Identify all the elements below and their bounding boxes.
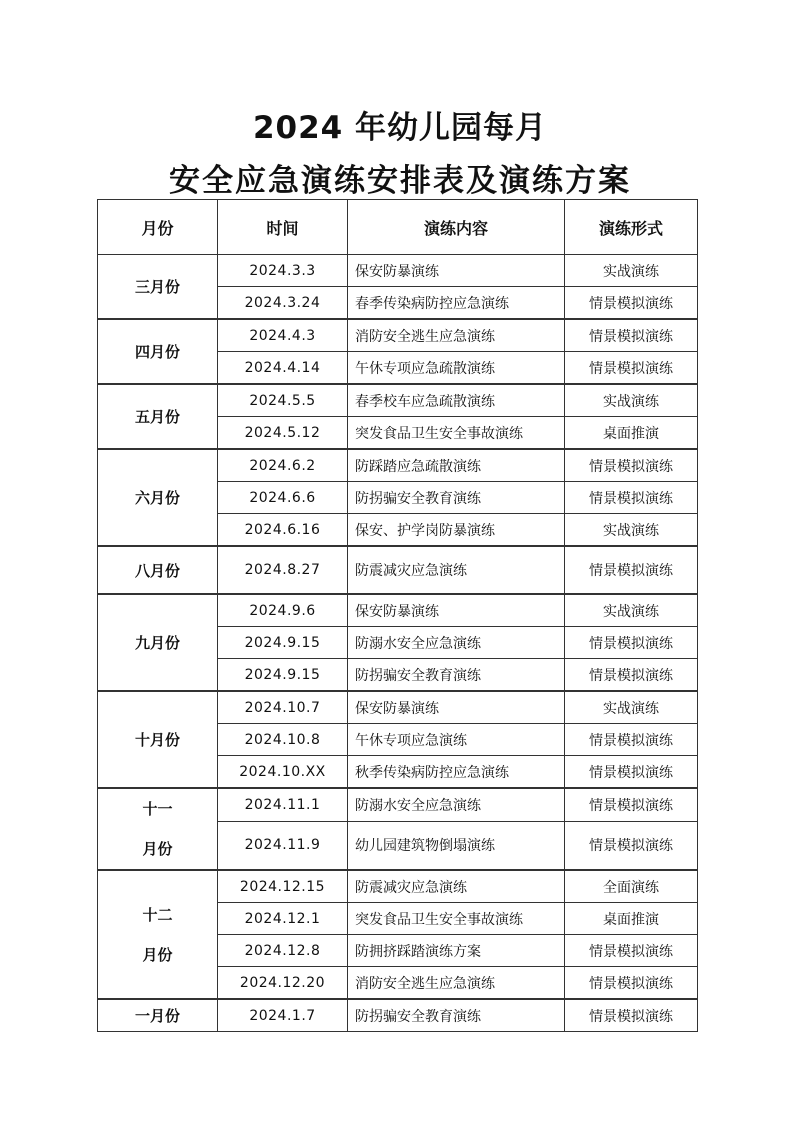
form-cell: 实战演练: [565, 691, 698, 724]
time-cell: 2024.9.6: [218, 594, 348, 627]
table-row: [98, 594, 698, 627]
time-cell: 2024.8.27: [218, 546, 348, 594]
month-cell: 十月份: [98, 691, 218, 788]
content-cell: 防溺水安全应急演练: [348, 627, 565, 659]
time-cell: 2024.11.1: [218, 788, 348, 821]
form-cell: 情景模拟演练: [565, 482, 698, 514]
content-cell: 保安防暴演练: [348, 255, 565, 287]
time-cell: 2024.9.15: [218, 659, 348, 692]
content-cell: 消防安全逃生应急演练: [348, 319, 565, 352]
content-cell: 保安防暴演练: [348, 691, 565, 724]
form-cell: 情景模拟演练: [565, 999, 698, 1032]
table-row: [98, 449, 698, 482]
table-row: [98, 255, 698, 287]
form-cell: 情景模拟演练: [565, 659, 698, 692]
month-cell: 九月份: [98, 594, 218, 691]
time-cell: 2024.12.1: [218, 903, 348, 935]
drill-schedule-table: [97, 199, 698, 1032]
month-cell: 三月份: [98, 255, 218, 320]
time-cell: 2024.12.20: [218, 967, 348, 1000]
time-cell: 2024.10.XX: [218, 756, 348, 789]
content-cell: 防踩踏应急疏散演练: [348, 449, 565, 482]
form-cell: 情景模拟演练: [565, 756, 698, 789]
time-cell: 2024.3.24: [218, 287, 348, 320]
form-cell: 实战演练: [565, 384, 698, 417]
time-cell: 2024.3.3: [218, 255, 348, 287]
content-cell: 幼儿园建筑物倒塌演练: [348, 821, 565, 870]
form-cell: 情景模拟演练: [565, 546, 698, 594]
month-line: 十二: [142, 905, 173, 924]
content-cell: 午休专项应急演练: [348, 724, 565, 756]
month-cell: 八月份: [98, 546, 218, 594]
form-cell: 情景模拟演练: [565, 788, 698, 821]
header-time: 时间: [218, 200, 348, 255]
form-cell: 情景模拟演练: [565, 935, 698, 967]
header-month: 月份: [98, 200, 218, 255]
content-cell: 秋季传染病防控应急演练: [348, 756, 565, 789]
form-cell: 情景模拟演练: [565, 821, 698, 870]
content-cell: 防拐骗安全教育演练: [348, 482, 565, 514]
form-cell: 桌面推演: [565, 417, 698, 450]
month-cell: [98, 788, 218, 870]
content-cell: 保安防暴演练: [348, 594, 565, 627]
time-cell: 2024.12.15: [218, 870, 348, 903]
table-row: [98, 384, 698, 417]
form-cell: 情景模拟演练: [565, 319, 698, 352]
time-cell: 2024.6.2: [218, 449, 348, 482]
form-cell: 实战演练: [565, 255, 698, 287]
content-cell: 防溺水安全应急演练: [348, 788, 565, 821]
time-cell: 2024.10.8: [218, 724, 348, 756]
content-cell: 春季校车应急疏散演练: [348, 384, 565, 417]
content-cell: 春季传染病防控应急演练: [348, 287, 565, 320]
month-cell: 六月份: [98, 449, 218, 546]
content-cell: 防震减灾应急演练: [348, 546, 565, 594]
header-form: 演练形式: [565, 200, 698, 255]
time-cell: 2024.10.7: [218, 691, 348, 724]
form-cell: 情景模拟演练: [565, 967, 698, 1000]
form-cell: 情景模拟演练: [565, 724, 698, 756]
content-cell: 突发食品卫生安全事故演练: [348, 417, 565, 450]
month-cell: 一月份: [98, 999, 218, 1032]
time-cell: 2024.5.5: [218, 384, 348, 417]
content-cell: 保安、护学岗防暴演练: [348, 514, 565, 547]
form-cell: 情景模拟演练: [565, 449, 698, 482]
time-cell: 2024.11.9: [218, 821, 348, 870]
content-cell: 防拐骗安全教育演练: [348, 999, 565, 1032]
time-cell: 2024.6.16: [218, 514, 348, 547]
table-row: [98, 691, 698, 724]
table-row: [98, 788, 698, 821]
header-row: [98, 200, 698, 255]
time-cell: 2024.4.3: [218, 319, 348, 352]
content-cell: 消防安全逃生应急演练: [348, 967, 565, 1000]
table-row: [98, 319, 698, 352]
form-cell: 桌面推演: [565, 903, 698, 935]
form-cell: 情景模拟演练: [565, 627, 698, 659]
form-cell: 实战演练: [565, 594, 698, 627]
time-cell: 2024.12.8: [218, 935, 348, 967]
page-title: 2024 年幼儿园每月: [252, 110, 548, 146]
form-cell: 情景模拟演练: [565, 352, 698, 385]
time-cell: 2024.1.7: [218, 999, 348, 1032]
table-row: [98, 999, 698, 1032]
header-content: 演练内容: [348, 200, 565, 255]
form-cell: 全面演练: [565, 870, 698, 903]
month-line: 月份: [142, 945, 173, 964]
page-subtitle: 安全应急演练安排表及演练方案: [169, 163, 631, 199]
month-cell: 五月份: [98, 384, 218, 449]
content-cell: 防拥挤踩踏演练方案: [348, 935, 565, 967]
content-cell: 防拐骗安全教育演练: [348, 659, 565, 692]
month-cell: [98, 870, 218, 999]
table-row: [98, 546, 698, 594]
content-cell: 午休专项应急疏散演练: [348, 352, 565, 385]
time-cell: 2024.4.14: [218, 352, 348, 385]
month-cell: 四月份: [98, 319, 218, 384]
time-cell: 2024.5.12: [218, 417, 348, 450]
month-line: 月份: [142, 840, 173, 858]
form-cell: 情景模拟演练: [565, 287, 698, 320]
table-row: [98, 870, 698, 903]
content-cell: 防震减灾应急演练: [348, 870, 565, 903]
form-cell: 实战演练: [565, 514, 698, 547]
time-cell: 2024.6.6: [218, 482, 348, 514]
content-cell: 突发食品卫生安全事故演练: [348, 903, 565, 935]
time-cell: 2024.9.15: [218, 627, 348, 659]
month-line: 十一: [142, 800, 173, 818]
